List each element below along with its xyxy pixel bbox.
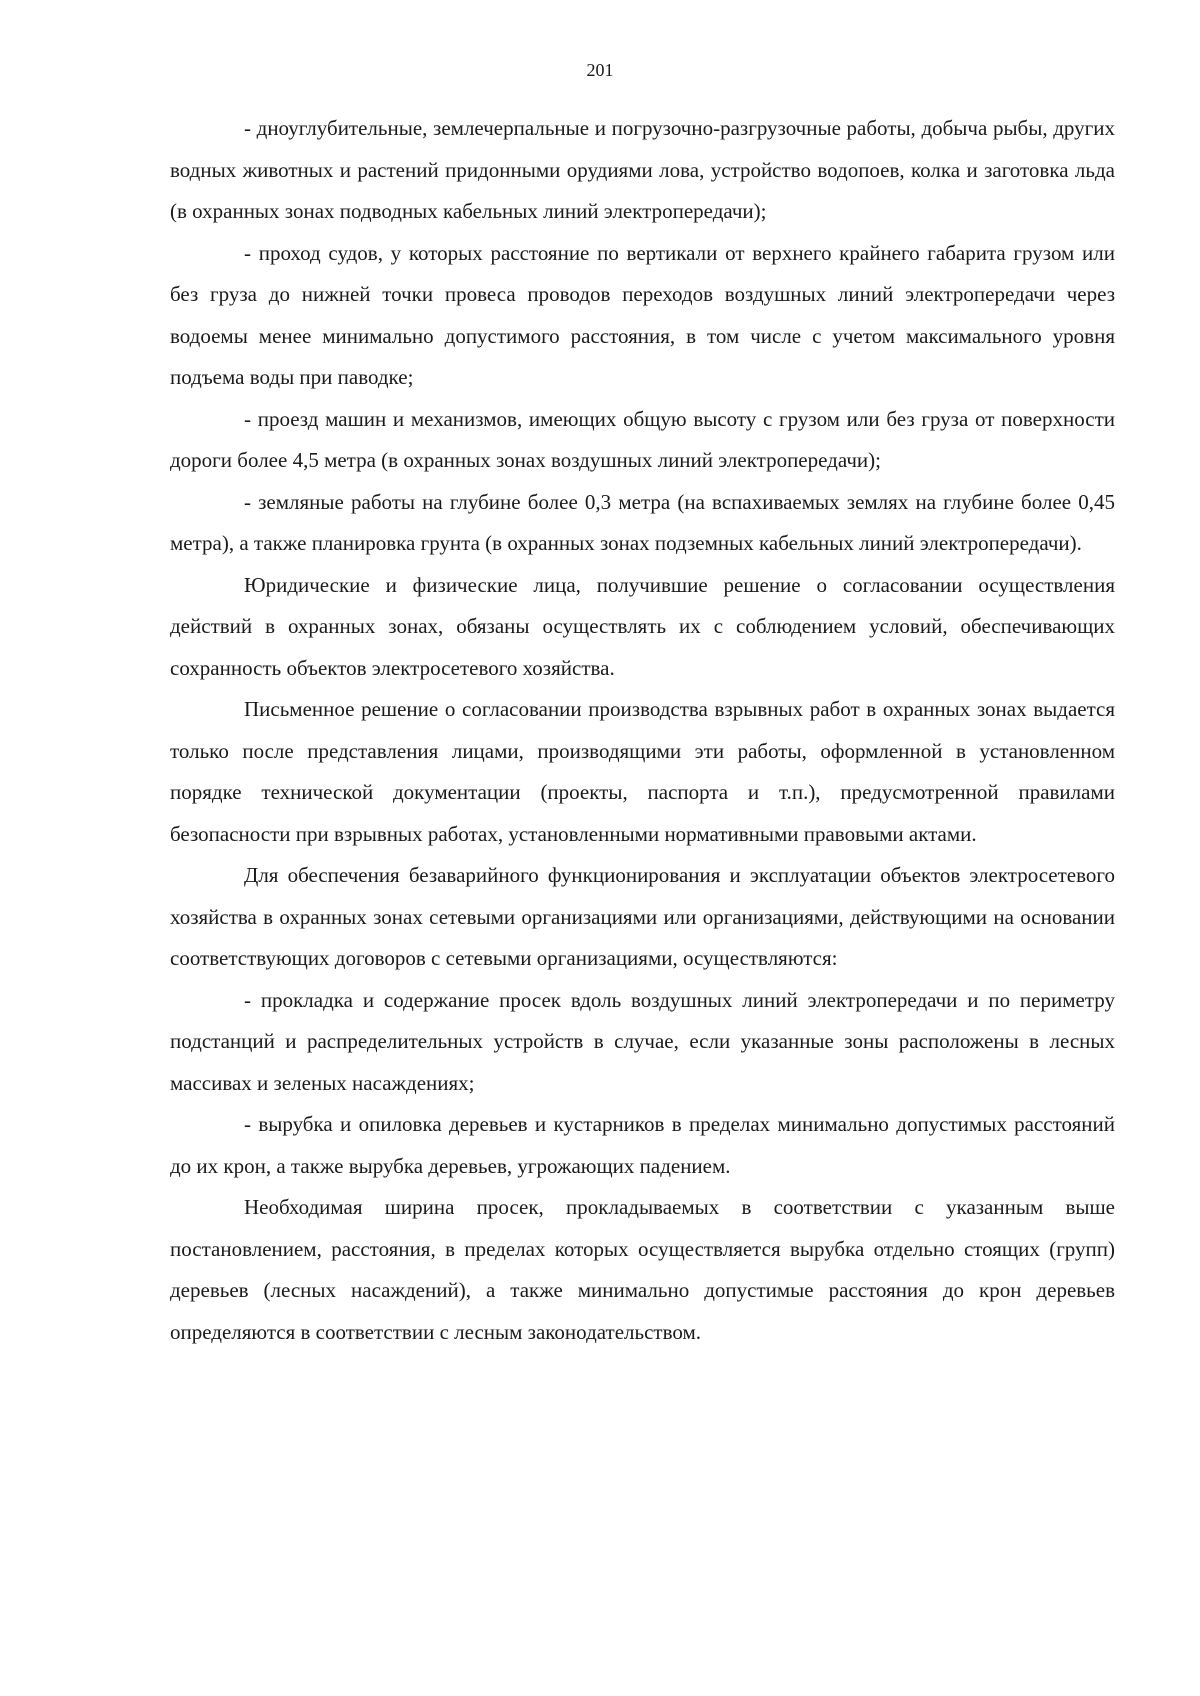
paragraph-clearing-width: Необходимая ширина просек, прокладываемых в соответствии с указанным выше постановлением, расстояния, в пределах которых осуществляется вырубка отдельно стоящих (групп) деревьев (лесных насаждений), а также минимально допустимые расстояния до крон деревьев определяются в соответствии с лесным законодательством. [170,1195,1115,1344]
paragraph-network-operation: Для обеспечения безаварийного функционирования и эксплуатации объектов электросетевого хозяйства в охранных зонах сетевыми организациями или организациями, действующими на основании соответствующих договоров с сетевыми организациями, осуществляются: [170,863,1115,970]
paragraph-earthworks: - земляные работы на глубине более 0,3 метра (на вспахиваемых землях на глубине более 0,45 метра), а также планировка грунта (в охранных зонах подземных кабельных линий электропередачи). [170,489,1115,555]
paragraph-clearing-maintenance: - прокладка и содержание просек вдоль воздушных линий электропередачи и по периметру подстанций и распределительных устройств в случае, если указанные зоны расположены в лесных массивах и зеленых насаждениях; [170,987,1115,1095]
page-number: 201 [586,60,614,80]
paragraph-legal-entities: Юридические и физические лица, получившие решение о согласовании осуществления действий в охранных зонах, обязаны осуществлять их с соблюдением условий, обеспечивающих сохранность объектов электросетевого хозяйства. [170,572,1115,680]
paragraph-blasting-approval: Письменное решение о согласовании производства взрывных работ в охранных зонах выдается только после представления лицами, производящими эти работы, оформленной в установленном порядке технической документации (проекты, паспорта и т.п.), предусмотренной правилами безопасности при взрывных работах, установленными нормативными правовыми актами. [170,697,1115,846]
paragraph-ship-passage: - проход судов, у которых расстояние по вертикали от верхнего крайнего габарита грузом или без груза до нижней точки провеса проводов переходов воздушных линий электропередачи через водоемы менее минимально допустимого расстояния, в том числе с учетом максимального уровня подъема воды при паводке; [170,240,1115,389]
page-body [170,108,1115,1353]
paragraph-tree-cutting: - вырубка и опиловка деревьев и кустарников в пределах минимально допустимых расстояний до их крон, а также вырубка деревьев, угрожающих падением. [170,1112,1115,1178]
paragraph-vehicle-passage: - проезд машин и механизмов, имеющих общую высоту с грузом или без груза от поверхности дороги более 4,5 метра (в охранных зонах воздушных линий электропередачи); [170,406,1115,472]
paragraph-dredging-works: - дноуглубительные, землечерпальные и погрузочно-разгрузочные работы, добыча рыбы, других водных животных и растений придонными орудиями лова, устройство водопоев, колка и заготовка льда (в охранных зонах подводных кабельных линий электропередачи); [170,116,1115,223]
